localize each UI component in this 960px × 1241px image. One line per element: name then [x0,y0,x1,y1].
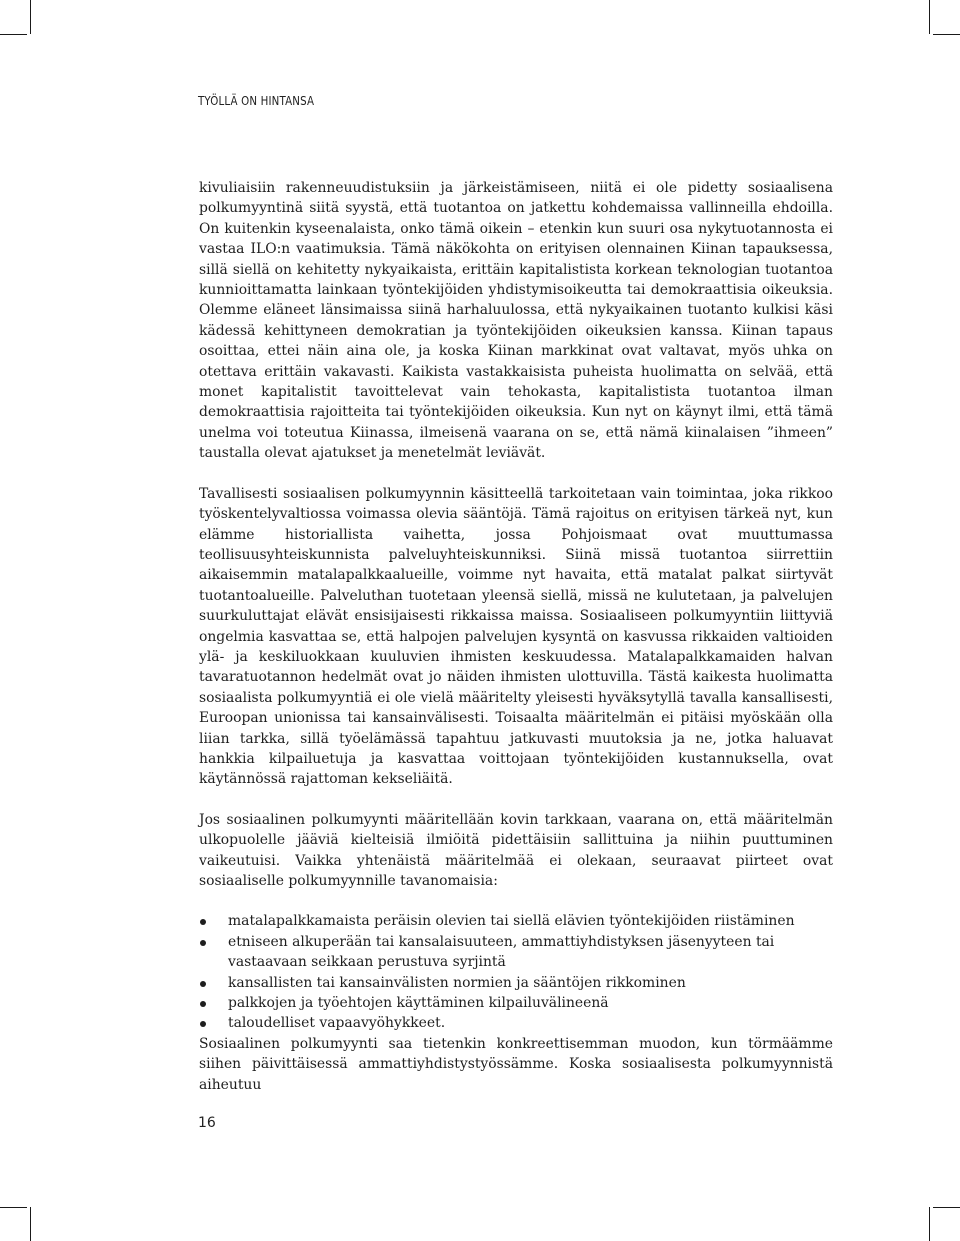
list-item [199,1013,833,1033]
paragraph: Sosiaalinen polkumyynti saa tietenkin konkreettisemman muodon, kun törmäämme siihen päivittäisessä ammattiyhdistystyössämme. Koska sosiaalisesta polkumyynnistä aiheutuu [199,1035,833,1093]
bullet-icon [200,1001,206,1007]
paragraph: kivuliaisiin rakenneuudistuksiin ja järkeistämiseen, niitä ei ole pidetty sosiaalisena polkumyyntinä siitä syystä, että tuotantoa on jatkettu kohdemaissa vallinneilla ehdoilla. On kuitenkin kyseenalaista, onko tämä oikein – etenkin kun suuri osa nykytuotannosta ei vastaa ILO:n vaatimuksia. Tämä näkökohta on erityisen olennainen Kiinan tapauksessa, sillä siellä on kehitetty nykyaikaista, erittäin kapitalistista korkean teknologian tuotantoa kunnioittamatta lainkaan työntekijöiden yhdistymisoikeutta tai demokraattisia oikeuksia. Olemme eläneet länsimaissa siinä harhaluulossa, että nykyaikainen tuotanto kulkisi käsi kädessä kehittyneen demokratian ja työntekijöiden oikeuksien kanssa. Kiinan tapaus osoittaa, ettei näin aina ole, ja koska Kiinan markkinat ovat valtavat, myös uhka on otettava erittäin vakavasti. Kaikista vastakkaisista puheista huolimatta on selvää, että monet kapitalistit tavoittelevat vain tehokasta, kapitalistista tuotantoa ilman demokraattisia rajoitteita tai työntekijöiden oikeuksia. Kun nyt on käynyt ilmi, että tämä unelma voi toteutua Kiinassa, ilmeisenä vaarana on se, että nämä kiinalaisen ”ihmeen” taustalla olevat ajatukset ja menetelmät leviävät. [199,180,833,462]
running-head: TYÖLLÄ ON HINTANSA [198,93,315,108]
list-item-text: etniseen alkuperään tai kansalaisuuteen, ammattiyhdistyksen jäsenyyteen tai vastaavaan seikkaan perustuva syrjintä [228,933,775,971]
body-text [199,178,833,1095]
list-item-text: kansallisten tai kansainvälisten normien ja sääntöjen rikkominen [228,974,686,991]
list-item-text: taloudelliset vapaavyöhykkeet. [228,1015,446,1032]
list-item-text: palkkojen ja työehtojen käyttäminen kilpailuvälineenä [228,995,609,1012]
crop-mark [933,34,960,35]
crop-mark [0,1207,27,1208]
bullet-icon [200,981,206,987]
crop-mark [929,0,930,34]
paragraph: Tavallisesti sosiaalisen polkumyynnin käsitteellä tarkoitetaan vain toimintaa, joka rikkoo työskentelyvaltiossa voimassa olevia sääntöjä. Tämä rajoitus on erityisen tärkeä nyt, kun elämme historiallista vaihetta, jossa Pohjoismaat ovat muuttumassa teollisuusyhteiskunnista palveluyhteiskunniksi. Siinä missä tuotantoa siirrettiin aikaisemmin matalapalkkaalueille, voimme nyt havaita, että matalat palkat siirtyvät tuotantoalueille. Palveluthan tuotetaan yleensä siellä, missä ne kulutetaan, ja palvelujen suurkuluttajat elävät ensisijaisesti rikkaissa maissa. Sosiaaliseen polkumyyntiin liittyviä ongelmia kasvattaa se, että halpojen palvelujen kysyntä on kasvussa rikkaiden valtioiden ylä- ja keskiluokkaan kuuluvien ihmisten keskuudessa. Matalapalkkamaiden halvan tavaratuotannon hedelmät ovat jo näiden ihmisten ulottuvilla. Tästä kaikesta huolimatta sosiaalista polkumyyntiä ei ole vielä määritelty yleisesti hyväksytyllä tavalla kansallisesti, Euroopan unionissa tai kansainvälisesti. Toisaalta määritelmän ei pitäisi myöskään olla liian tarkka, sillä työelämässä tapahtuu jatkuvasti muutoksia ja ne, jotka haluavat hankkia kilpailuetuja ja kasvattaa voittojaan työntekijöiden kustannuksella, ovat käytännössä rajattoman kekseliäitä. [199,485,833,788]
bullet-list [199,911,833,1033]
bullet-icon [200,940,206,946]
list-item [199,911,833,931]
list-item [199,932,833,973]
crop-mark [929,1207,930,1241]
paragraph: Jos sosiaalinen polkumyynti määritellään kovin tarkkaan, vaarana on, että määritelmän ulkopuolelle jääviä kielteisiä ilmiöitä pidettäisiin sallittuina ja niihin puuttuminen vaikeutuisi. Vaikka yhtenäistä määritelmää ei olekaan, seuraavat piirteet ovat sosiaaliselle polkumyynnille tavanomaisia: [199,811,833,889]
list-item [199,973,833,993]
bullet-icon [200,1021,206,1027]
crop-mark [0,34,27,35]
crop-mark [30,0,31,34]
crop-mark [30,1207,31,1241]
page-number: 16 [198,1115,216,1131]
list-item [199,993,833,1013]
crop-mark [933,1207,960,1208]
bullet-icon [200,919,206,925]
list-item-text: matalapalkkamaista peräisin olevien tai siellä elävien työntekijöiden riistäminen [228,913,795,930]
